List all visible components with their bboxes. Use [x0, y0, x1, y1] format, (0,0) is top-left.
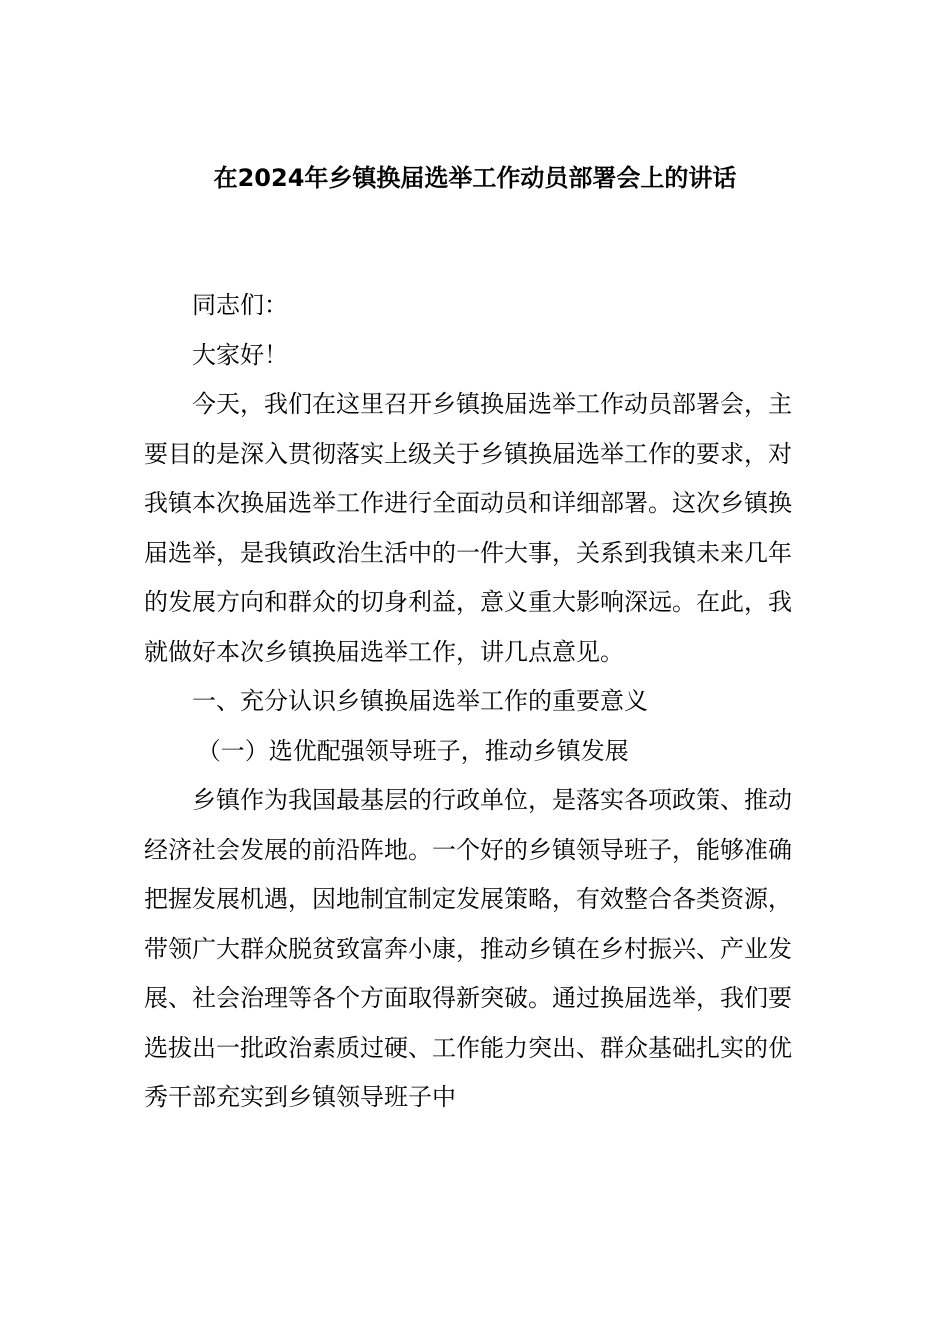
- intro-paragraph: 今天，我们在这里召开乡镇换届选举工作动员部署会，主要目的是深入贯彻落实上级关于乡镇换届选举工作的要求，对我镇本次换届选举工作进行全面动员和详细部署。这次乡镇换届选举，是我镇政治生活中的一件大事，关系到我镇未来几年的发展方向和群众的切身利益，意义重大影响深远。在此，我就做好本次乡镇换届选举工作，讲几点意见。: [144, 390, 792, 666]
- body-paragraph: 乡镇作为我国最基层的行政单位，是落实各项政策、推动经济社会发展的前沿阵地。一个好的乡镇领导班子，能够准确把握发展机遇，因地制宜制定发展策略，有效整合各类资源，带领广大群众脱贫致富奔小康，推动乡镇在乡村振兴、产业发展、社会治理等各个方面取得新突破。通过换届选举，我们要选拔出一批政治素质过硬、工作能力突出、群众基础扎实的优秀干部充实到乡镇领导班子中: [144, 786, 792, 1111]
- subsection-heading: （一）选优配强领导班子，推动乡镇发展: [196, 736, 629, 765]
- document-title: 在2024年乡镇换届选举工作动员部署会上的讲话: [213, 164, 737, 192]
- salutation: 同志们：: [192, 291, 288, 319]
- greeting: 大家好！: [192, 340, 288, 369]
- section-heading: 一、充分认识乡镇换届选举工作的重要意义: [192, 687, 648, 715]
- document-body: [144, 281, 809, 1123]
